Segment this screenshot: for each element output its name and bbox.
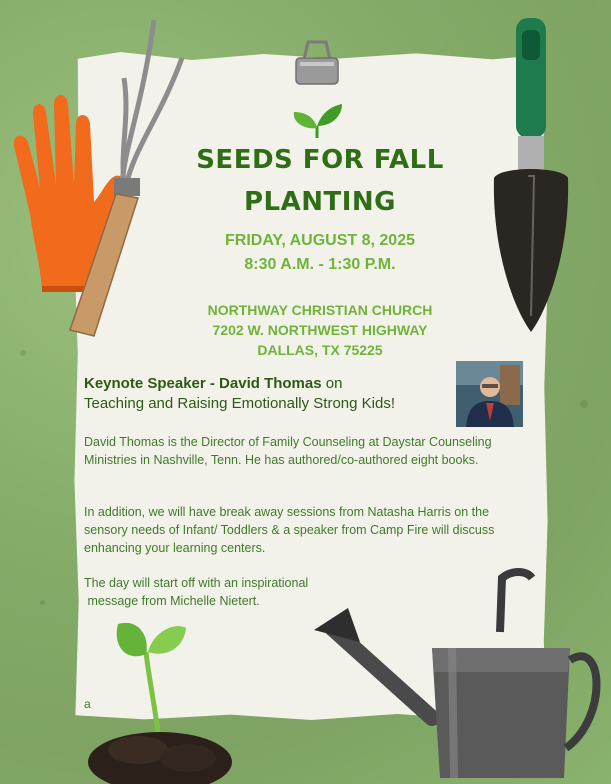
seedling-in-soil-icon [88,612,238,784]
inspirational-message-line-1: The day will start off with an inspirational [84,576,309,590]
inspirational-message [84,574,524,610]
keynote-on: on [321,375,343,392]
flyer-title-line-1: SEEDS FOR FALL [196,145,444,175]
venue-street: 7202 W. NORTHWEST HIGHWAY [212,322,428,338]
breakout-sessions: In addition, we will have break away sessions from Natasha Harris on the sensory needs of Infant/ Toddlers & a speaker from Camp Fire will discuss enhancing your learning centers. [84,505,495,555]
hand-cultivator-icon [64,18,184,340]
inspirational-message-line-2: message from Michelle Nietert. [84,594,260,608]
trowel-icon [490,16,572,334]
background-texture [40,600,45,605]
binder-clip-icon [294,38,340,90]
venue-name: NORTHWAY CHRISTIAN CHURCH [207,302,433,318]
background-texture [580,400,588,408]
venue-city: DALLAS, TX 75225 [257,342,383,358]
keynote-topic: Teaching and Raising Emotionally Strong Kids! [84,395,396,412]
flyer-title-line-2: PLANTING [243,187,396,217]
sprout-icon [290,102,344,140]
speaker-bio: David Thomas is the Director of Family Counseling at Daystar Counseling Ministries in Nashville, Tenn. He has authored/co-authored eight books. [84,435,492,467]
event-time: 8:30 A.M. - 1:30 P.M. [244,256,396,273]
event-date: FRIDAY, AUGUST 8, 2025 [225,232,415,249]
keynote-speaker: Keynote Speaker - David Thomas [84,375,322,392]
background-texture [20,350,26,356]
keynote-heading [84,375,449,392]
stray-character: a [84,697,91,711]
speaker-photo [456,361,523,427]
